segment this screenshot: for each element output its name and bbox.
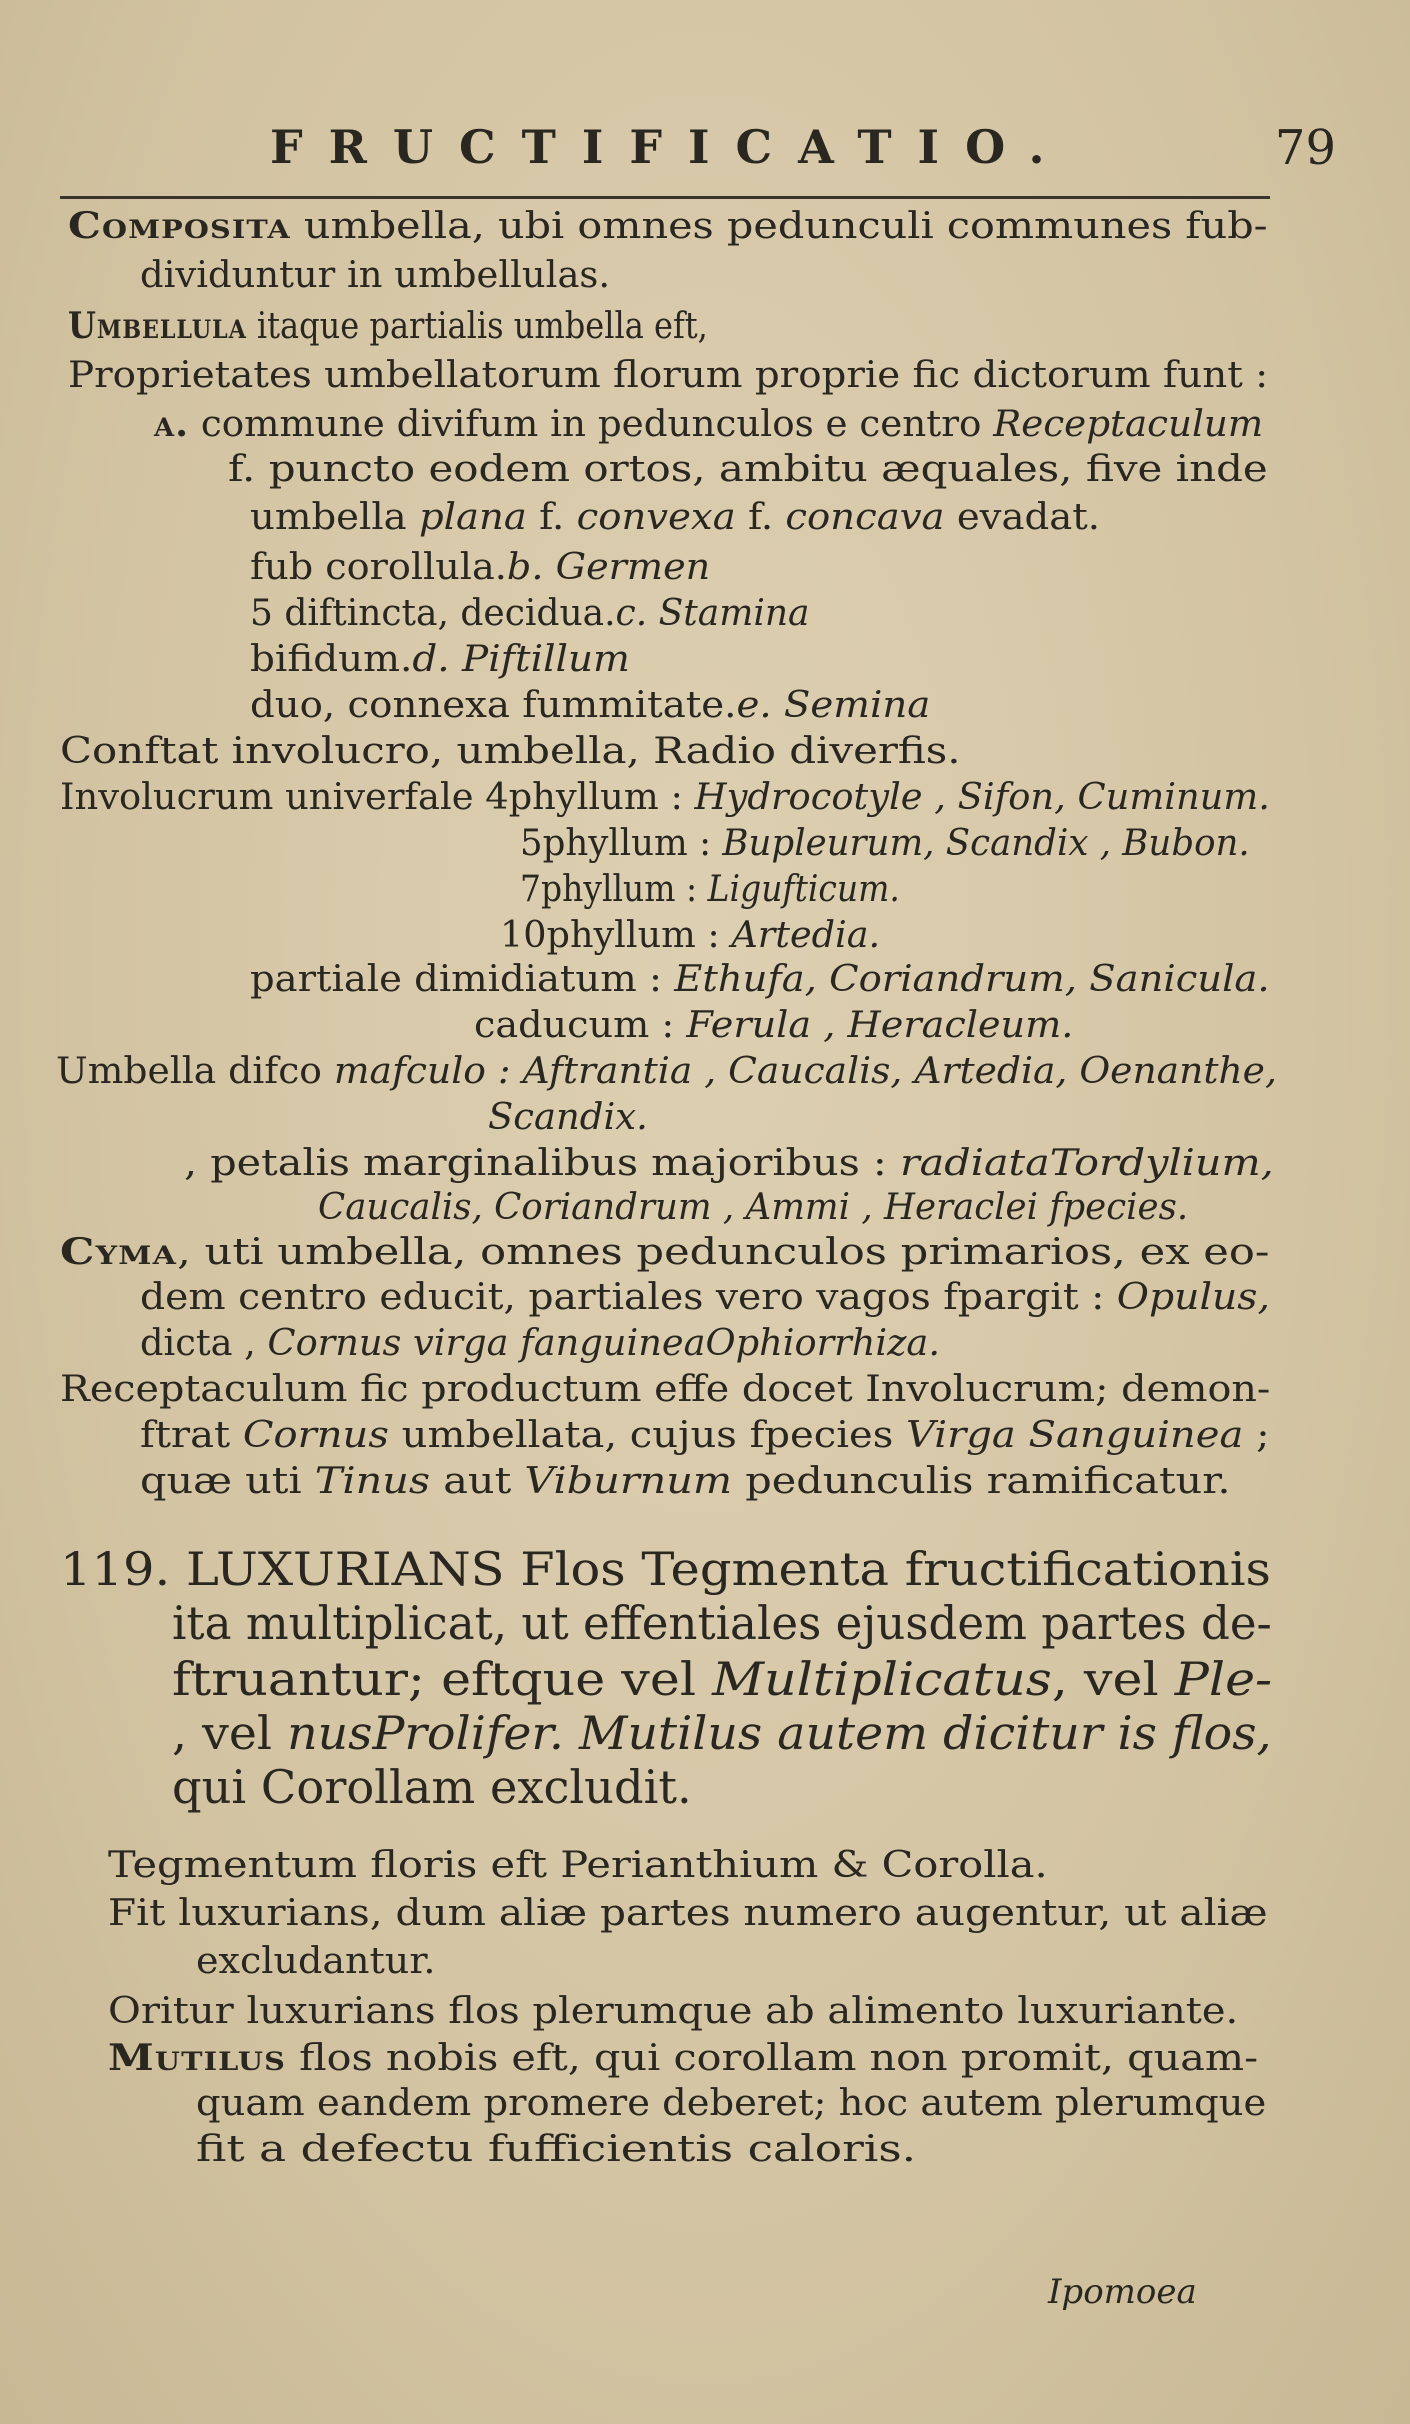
text-run: Cornus virga fanguinea	[267, 1323, 706, 1364]
text-run: dem centro educit, partiales vero vagos fpargit :	[140, 1277, 1117, 1318]
text-run: Ethufa, Coriandrum, Sanicula.	[674, 959, 1270, 1000]
text-run: Oritur luxurians flos plerumque ab alimento luxuriante.	[108, 1991, 1239, 2032]
text-run: umbella, ubi omnes pedunculi communes fub-	[290, 206, 1268, 247]
text-run: Fit luxurians, dum aliæ partes numero augentur, ut aliæ	[108, 1893, 1268, 1934]
text-run: Multiplicatus	[712, 1652, 1052, 1706]
lines-line	[250, 959, 1270, 1006]
notes-line	[108, 2037, 1259, 2084]
text-run: , vel	[1051, 1652, 1175, 1706]
text-run: Ophiorrhiza.	[705, 1323, 940, 1364]
text-run: plana	[418, 497, 527, 538]
notes-line	[108, 1893, 1268, 1940]
running-header	[270, 120, 1350, 184]
text-run: e. Semina	[736, 685, 931, 726]
notes-line	[108, 1845, 1048, 1892]
text-run: convexa	[576, 497, 736, 538]
notes-line	[196, 2083, 1267, 2130]
text-run: Tordylium,	[1049, 1143, 1274, 1184]
text-run: Hydrocotyle , Sifon, Cuminum.	[694, 777, 1270, 818]
text-run: ;	[1243, 1415, 1270, 1456]
text-run: Receptaculum	[981, 404, 1264, 445]
text-run: f. puncto eodem ortos, ambitu æquales, five inde	[228, 449, 1268, 490]
section-line	[60, 1542, 1271, 1596]
lines-line	[140, 1323, 940, 1370]
text-run: Receptaculum fic productum effe docet Involucrum; demon-	[60, 1369, 1271, 1410]
text-run: Ferula , Heracleum.	[686, 1005, 1074, 1046]
lines-line	[140, 1277, 1270, 1324]
lines-line	[56, 1051, 1277, 1098]
text-run: Virga Sanguinea	[906, 1415, 1244, 1456]
text-run: , uti umbella, omnes pedunculos primarios, ex eo-	[177, 1232, 1270, 1273]
text-run: Ligufticum.	[707, 869, 900, 910]
lines-line	[60, 731, 961, 778]
lines-line	[140, 1415, 1270, 1462]
text-run: Caucalis, Coriandrum , Ammi , Heraclei fpecies.	[318, 1187, 1189, 1228]
text-run: Tegmentum floris eft Perianthium & Corolla.	[108, 1845, 1048, 1886]
text-run: , petalis marginalibus majoribus :	[184, 1143, 900, 1184]
header-rule	[60, 196, 1270, 199]
lines-line	[500, 915, 881, 962]
text-run: Involucrum univerfale 4phyllum :	[60, 777, 695, 818]
text-run: Ple-	[1174, 1652, 1273, 1706]
text-run: concava	[785, 497, 945, 538]
text-run: 7phyllum :	[520, 869, 708, 910]
text-run: bifidum.	[250, 639, 413, 680]
text-run: b. Germen	[506, 547, 711, 588]
text-run: caducum :	[474, 1005, 687, 1046]
text-run: 5 diftincta, decidua.	[250, 593, 616, 634]
text-run: Cornus	[242, 1415, 389, 1456]
text-run: c. Stamina	[615, 593, 810, 634]
text-run: a.	[154, 403, 190, 445]
section-line	[172, 1706, 1272, 1760]
text-run: pedunculis ramificatur.	[732, 1461, 1231, 1502]
text-run: duo, connexa fummitate.	[250, 685, 737, 726]
lines-line	[520, 869, 900, 916]
lines-line	[228, 449, 1268, 496]
lines-line	[68, 205, 1268, 252]
lines-line	[250, 639, 630, 686]
lines-line	[250, 497, 1100, 544]
text-run: quam eandem promere deberet; hoc autem plerumque	[196, 2083, 1267, 2124]
text-run: umbella	[250, 497, 419, 538]
text-run: Viburnum	[524, 1461, 733, 1502]
text-run: Conftat involucro, umbella, Radio diverfis.	[60, 731, 961, 772]
text-run: Proprietates umbellatorum florum proprie fic dictorum funt :	[68, 355, 1269, 396]
notes-line	[196, 1941, 436, 1988]
section-line	[172, 1760, 692, 1814]
lines-line	[140, 255, 611, 302]
section-line	[172, 1596, 1272, 1650]
text-run: 10phyllum :	[500, 915, 732, 956]
text-run: fit a defectu fufficientis caloris.	[196, 2129, 917, 2170]
text-run: d. Piftillum	[412, 639, 630, 680]
lines-line	[184, 1143, 1274, 1190]
lines-line	[488, 1097, 648, 1144]
text-run: Prolifer. Mutilus	[372, 1706, 763, 1760]
text-run: Umbella difco	[56, 1051, 334, 1092]
text-run: Umbellula	[68, 305, 247, 347]
text-run: 119. LUXURIANS Flos Tegmenta fructificationis	[60, 1542, 1271, 1596]
text-run: dicta ,	[140, 1323, 268, 1364]
lines-line	[154, 403, 1264, 450]
text-run: Composita	[68, 205, 291, 247]
notes-line	[196, 2129, 917, 2176]
text-run: ita multiplicat, ut effentiales ejusdem partes de-	[172, 1596, 1272, 1650]
text-run: excludantur.	[196, 1941, 436, 1982]
text-run: Bupleurum, Scandix , Bubon.	[722, 823, 1250, 864]
text-run: mafculo : Aftrantia , Caucalis, Artedia, Oenanthe,	[333, 1051, 1277, 1092]
lines-line	[250, 685, 931, 732]
section-line	[172, 1652, 1273, 1706]
text-run: ftrat	[140, 1415, 243, 1456]
text-run: dividuntur in umbellulas.	[140, 255, 611, 296]
text-run: f.	[526, 497, 577, 538]
text-run: f.	[735, 497, 786, 538]
text-run: qui Corollam excludit.	[172, 1760, 692, 1814]
lines-line	[60, 777, 1270, 824]
text-run: nus	[287, 1706, 373, 1760]
lines-line	[60, 1231, 1270, 1278]
catchword: Ipomoea	[1048, 2272, 1197, 2312]
text-run: Tinus	[314, 1461, 431, 1502]
text-run: autem dicitur is flos,	[762, 1706, 1272, 1760]
text-run: evadat.	[944, 497, 1100, 538]
lines-line	[60, 1369, 1271, 1416]
text-run: fub corollula.	[250, 547, 507, 588]
lines-line	[250, 547, 711, 594]
text-run: aut	[430, 1461, 525, 1502]
text-run: Mutilus	[108, 2037, 286, 2079]
text-run: umbellata, cujus fpecies	[388, 1415, 907, 1456]
text-run: radiata	[899, 1143, 1050, 1184]
lines-line	[318, 1187, 1189, 1234]
text-run: commune divifum in pedunculos e centro	[189, 404, 982, 445]
lines-line	[68, 305, 708, 352]
running-title: FRUCTIFICATIO.	[270, 120, 1071, 174]
lines-line	[474, 1005, 1074, 1052]
text-run: quæ uti	[140, 1461, 315, 1502]
text-run: Artedia.	[731, 915, 881, 956]
text-run: itaque partialis umbella eft,	[246, 306, 708, 347]
text-run: Scandix.	[488, 1097, 648, 1138]
lines-line	[140, 1461, 1231, 1508]
lines-line	[520, 823, 1250, 870]
text-run: partiale dimidiatum :	[250, 959, 675, 1000]
lines-line	[68, 355, 1269, 402]
text-run: ftruantur; eftque vel	[172, 1652, 713, 1706]
lines-line	[250, 593, 810, 640]
page-number: 79	[1274, 120, 1336, 176]
text-run: Opulus,	[1116, 1277, 1270, 1318]
text-run: flos nobis eft, qui corollam non promit, quam-	[285, 2038, 1259, 2079]
text-run: Cyma	[60, 1231, 178, 1273]
notes-line	[108, 1991, 1239, 2038]
text-run: 5phyllum :	[520, 823, 723, 864]
text-run: , vel	[172, 1706, 288, 1760]
